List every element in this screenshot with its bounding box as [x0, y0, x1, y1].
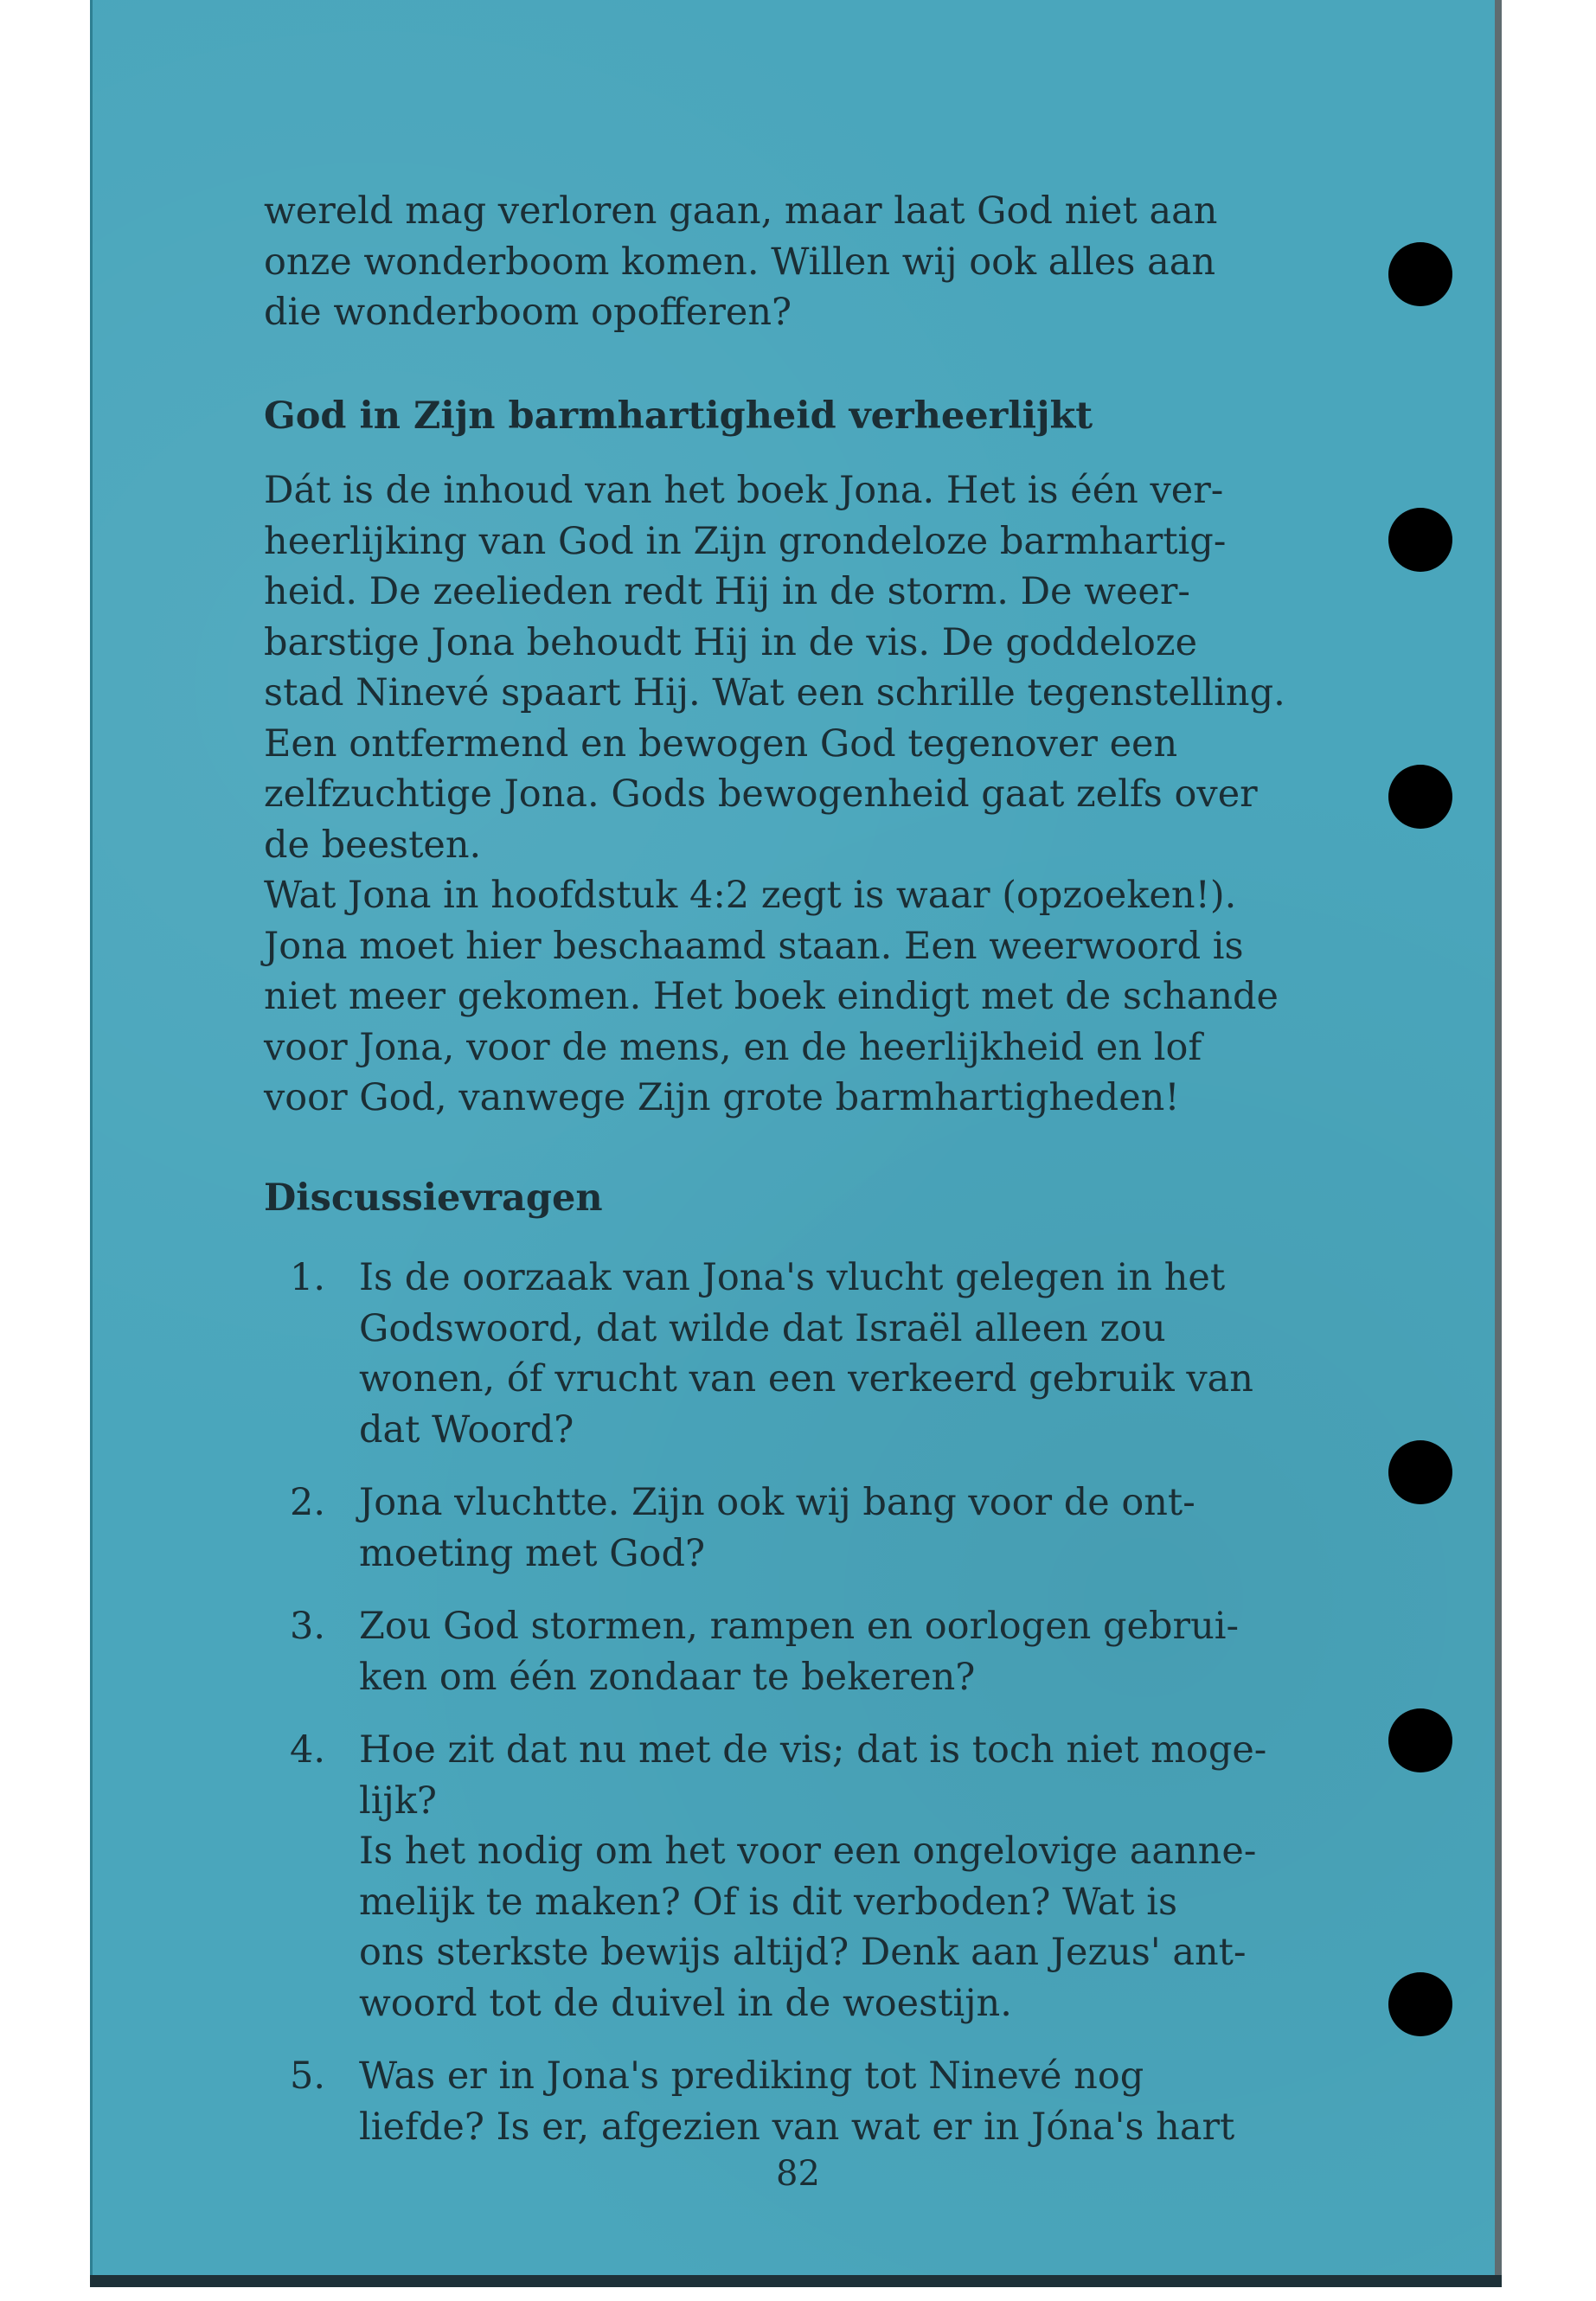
text-line: wereld mag verloren gaan, maar laat God niet aan	[264, 189, 1218, 233]
intro-paragraph	[264, 186, 1298, 338]
binder-hole-4	[1388, 1440, 1452, 1504]
question-number: 2.	[290, 1481, 326, 1524]
question-line: Godswoord, dat wilde dat Israël alleen zou	[359, 1306, 1166, 1350]
question-line: liefde? Is er, afgezien van wat er in Jóna's hart	[359, 2105, 1235, 2149]
section1-paragraph-2	[264, 870, 1298, 1124]
binder-hole-5	[1388, 1708, 1452, 1772]
page-number: 82	[776, 2154, 820, 2194]
binder-hole-6	[1388, 1972, 1452, 2036]
section-heading-discussievragen: Discussievragen	[264, 1176, 603, 1220]
question-line: Jona vluchtte. Zijn ook wij bang voor de ont-	[359, 1481, 1195, 1524]
text-line: Een ontfermend en bewogen God tegenover een	[264, 721, 1178, 766]
question-item	[264, 1601, 1298, 1702]
question-line: Was er in Jona's prediking tot Ninevé nog	[359, 2054, 1144, 2098]
question-line: Is het nodig om het voor een ongelovige aanne-	[359, 1830, 1257, 1873]
section-heading-barmhartigheid: God in Zijn barmhartigheid verheerlijkt	[264, 394, 1093, 438]
text-line: heid. De zeelieden redt Hij in de storm. De weer-	[264, 570, 1190, 613]
text-line: barstige Jona behoudt Hij in de vis. De goddeloze	[264, 620, 1198, 664]
question-line: wonen, óf vrucht van een verkeerd gebruik van	[359, 1357, 1253, 1400]
question-number: 5.	[290, 2054, 326, 2098]
text-line: die wonderboom opofferen?	[264, 291, 792, 334]
text-line: de beesten.	[264, 823, 482, 867]
text-line: zelfzuchtige Jona. Gods bewogenheid gaat zelfs over	[264, 772, 1258, 816]
section1-paragraph-1	[264, 465, 1298, 870]
page-bottom-edge	[90, 2275, 1502, 2287]
text-line: Dát is de inhoud van het boek Jona. Het is één ver-	[264, 469, 1224, 512]
text-line: heerlijking van God in Zijn grondeloze barmhartig-	[264, 519, 1227, 563]
question-item	[264, 2051, 1298, 2152]
text-line: Wat Jona in hoofdstuk 4:2 zegt is waar (opzoeken!).	[264, 874, 1237, 917]
binder-hole-3	[1388, 765, 1452, 829]
question-line: woord tot de duivel in de woestijn.	[359, 1981, 1012, 2025]
binder-hole-2	[1388, 508, 1452, 572]
question-line: lijk?	[359, 1779, 437, 1823]
page-right-edge	[1495, 0, 1502, 2287]
question-line: ken om één zondaar te bekeren?	[359, 1655, 976, 1699]
question-item	[264, 1725, 1298, 2029]
binder-hole-1	[1388, 242, 1452, 306]
text-line: voor God, vanwege Zijn grote barmhartigheden!	[264, 1076, 1180, 1119]
text-line: stad Ninevé spaart Hij. Wat een schrille tegenstelling.	[264, 671, 1285, 715]
question-number: 4.	[290, 1728, 326, 1772]
question-item	[264, 1477, 1298, 1579]
text-line: voor Jona, voor de mens, en de heerlijkheid en lof	[264, 1025, 1202, 1069]
question-item	[264, 1253, 1298, 1455]
text-line: niet meer gekomen. Het boek eindigt met de schande	[264, 975, 1279, 1018]
text-line: Jona moet hier beschaamd staan. Een weerwoord is	[264, 924, 1244, 968]
question-line: ons sterkste bewijs altijd? Denk aan Jezus' ant-	[359, 1931, 1247, 1974]
text-line: onze wonderboom komen. Willen wij ook alles aan	[264, 240, 1216, 284]
question-number: 3.	[290, 1605, 326, 1648]
question-number: 1.	[290, 1256, 326, 1299]
question-line: Zou God stormen, rampen en oorlogen gebrui-	[359, 1605, 1240, 1648]
question-line: dat Woord?	[359, 1407, 574, 1452]
question-line: Hoe zit dat nu met de vis; dat is toch niet moge-	[359, 1728, 1267, 1772]
question-line: Is de oorzaak van Jona's vlucht gelegen in het	[359, 1256, 1226, 1299]
question-line: moeting met God?	[359, 1531, 706, 1575]
question-line: melijk te maken? Of is dit verboden? Wat is	[359, 1880, 1178, 1924]
discussion-questions-list	[264, 1253, 1298, 2152]
